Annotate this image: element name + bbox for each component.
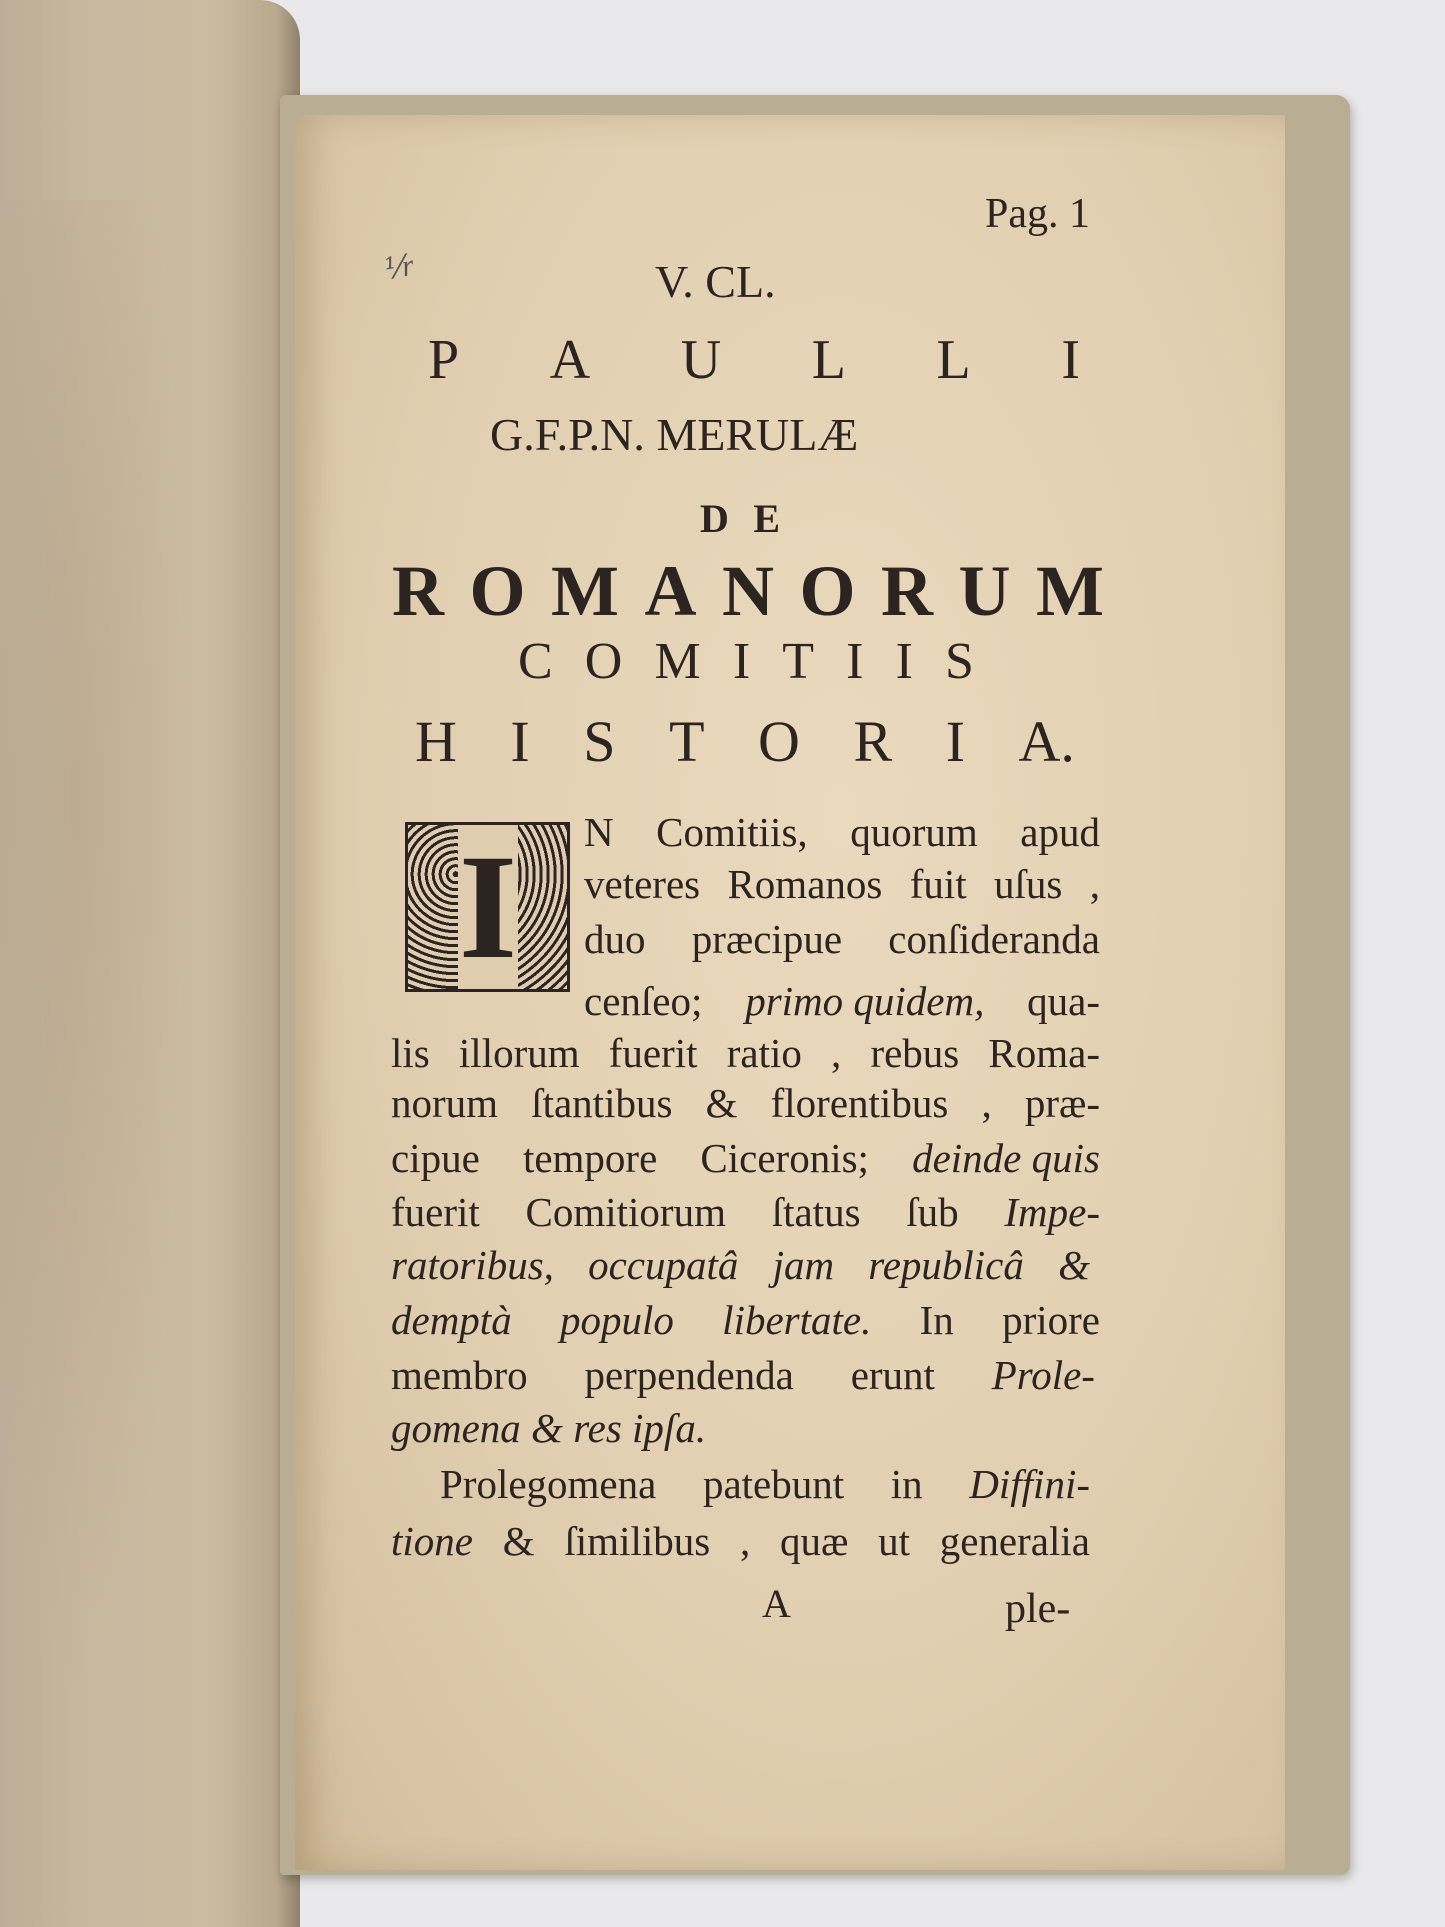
body-line [391, 1404, 706, 1452]
title-letter: A [644, 551, 697, 631]
word: Prolegomena [440, 1461, 657, 1507]
title-letter: S [945, 633, 974, 690]
body-line [440, 1460, 1090, 1508]
title-honorific: V. CL. [655, 256, 776, 307]
word: Ciceronis; [700, 1135, 869, 1181]
title-letter: L [936, 329, 971, 391]
word: tempore [522, 1135, 658, 1181]
italic-word: & [1058, 1242, 1090, 1288]
title-letter: O [469, 551, 526, 631]
title-letter: S [583, 709, 616, 774]
word: patebunt [702, 1461, 845, 1507]
pencil-annotation: ⅟r [382, 248, 417, 287]
body-line [584, 808, 1100, 856]
italic-word: tione [391, 1518, 473, 1564]
italic-word: Prole- [991, 1352, 1095, 1398]
word: & [502, 1518, 535, 1564]
word: illorum [458, 1030, 580, 1076]
word: ſtatus [771, 1189, 861, 1235]
word: præcipue [691, 916, 843, 962]
body-line [391, 1241, 1090, 1289]
title-de [700, 495, 780, 542]
title-letter: U [958, 551, 1011, 631]
drop-cap-letter: I [458, 824, 518, 990]
body-line [391, 1351, 1095, 1399]
title-first-name [428, 328, 1080, 392]
italic-word: demptà [391, 1297, 512, 1343]
body-line [584, 860, 1100, 908]
word: cipue [391, 1135, 480, 1181]
title-letter: T [782, 633, 815, 690]
body-line [391, 1079, 1100, 1127]
word: generalia [939, 1518, 1090, 1564]
word: ut [878, 1518, 910, 1564]
word: rebus [870, 1030, 960, 1076]
word: In [919, 1297, 954, 1343]
word: fuerit [608, 1030, 698, 1076]
title-letter: M [1036, 551, 1104, 631]
signature-mark: A [762, 1581, 791, 1626]
word: ſimilibus [564, 1518, 711, 1564]
ornamental-drop-cap [405, 822, 570, 992]
word: membro [391, 1352, 528, 1398]
italic-word: populo [559, 1297, 674, 1343]
title-letter: O [758, 709, 800, 774]
title-letter: I [846, 633, 864, 690]
word: & [705, 1080, 738, 1126]
word: lis [391, 1030, 430, 1076]
title-letter: I [1061, 329, 1080, 391]
word: ſtantibus [531, 1080, 673, 1126]
word: cenſeo; [584, 978, 703, 1024]
left-page-blank [0, 0, 300, 1927]
word: Comitiorum [525, 1189, 726, 1235]
word: præ- [1024, 1080, 1100, 1126]
italic-word: deinde quis [912, 1135, 1100, 1181]
title-letter: N [721, 551, 774, 631]
word: quæ [779, 1518, 849, 1564]
word: priore [1002, 1297, 1100, 1343]
word: , [981, 1080, 992, 1126]
word: ratio [726, 1030, 802, 1076]
word: uſus [994, 861, 1063, 907]
title-comitiis [518, 632, 974, 691]
word: quorum [850, 809, 978, 855]
word: florentibus [770, 1080, 949, 1126]
word: fuerit [391, 1189, 480, 1235]
body-line [584, 977, 1100, 1025]
title-letter: A [549, 329, 591, 391]
word: , [1089, 861, 1100, 907]
word: norum [391, 1080, 499, 1126]
word: , [831, 1030, 842, 1076]
body-line [391, 1296, 1100, 1344]
italic-word: Impe- [1004, 1189, 1100, 1235]
title-letter: U [680, 329, 722, 391]
word: Roma- [988, 1030, 1100, 1076]
word: ſub [906, 1189, 959, 1235]
body-line [391, 1517, 1090, 1565]
italic-word: primo quidem, [745, 978, 985, 1024]
title-letter: L [811, 329, 846, 391]
word: Romanos [727, 861, 883, 907]
title-letter: O [584, 633, 623, 690]
italic-word: ratoribus, [391, 1242, 554, 1288]
word: in [890, 1461, 923, 1507]
title-letter: D [700, 496, 729, 541]
body-line [391, 1134, 1100, 1182]
title-letter: I [732, 633, 751, 690]
word: perpendenda [584, 1352, 794, 1398]
word: duo [584, 916, 646, 962]
title-letter: C [518, 633, 553, 690]
word: qua- [1027, 978, 1100, 1024]
title-letter: T [669, 709, 705, 774]
body-line [584, 915, 1100, 963]
italic-word: gomena & res ipſa. [391, 1405, 707, 1451]
word: conſideranda [888, 916, 1100, 962]
page-number: Pag. 1 [985, 191, 1090, 237]
word: N [584, 809, 614, 855]
word: , [739, 1518, 751, 1564]
title-letter: I [510, 709, 530, 774]
title-historia [415, 708, 1075, 775]
word: Comitiis, [656, 809, 808, 855]
title-letter: R [853, 709, 893, 774]
italic-word: jam [772, 1242, 835, 1288]
title-letter: R [881, 551, 933, 631]
title-romanorum [392, 550, 1104, 633]
word: erunt [850, 1352, 935, 1398]
body-line [391, 1188, 1100, 1236]
title-letter: O [799, 551, 856, 631]
title-letter: M [654, 633, 701, 690]
italic-word: occupatâ [588, 1242, 739, 1288]
title-family-name: G.F.P.N. MERULÆ [490, 409, 859, 460]
italic-word: Diffini- [969, 1461, 1090, 1507]
italic-word: republicâ [868, 1242, 1024, 1288]
word: apud [1020, 809, 1100, 855]
title-letter: I [945, 709, 966, 774]
title-letter: A. [1018, 709, 1075, 774]
italic-word: libertate. [722, 1297, 872, 1343]
title-letter: R [392, 551, 444, 631]
title-letter: P [428, 329, 460, 391]
title-letter: E [753, 496, 780, 541]
title-letter: M [551, 551, 619, 631]
title-letter: H [415, 709, 457, 774]
word: fuit [909, 861, 967, 907]
word: veteres [584, 861, 701, 907]
title-letter: I [895, 633, 913, 690]
catchword: ple- [1005, 1586, 1071, 1632]
body-line [391, 1029, 1100, 1077]
